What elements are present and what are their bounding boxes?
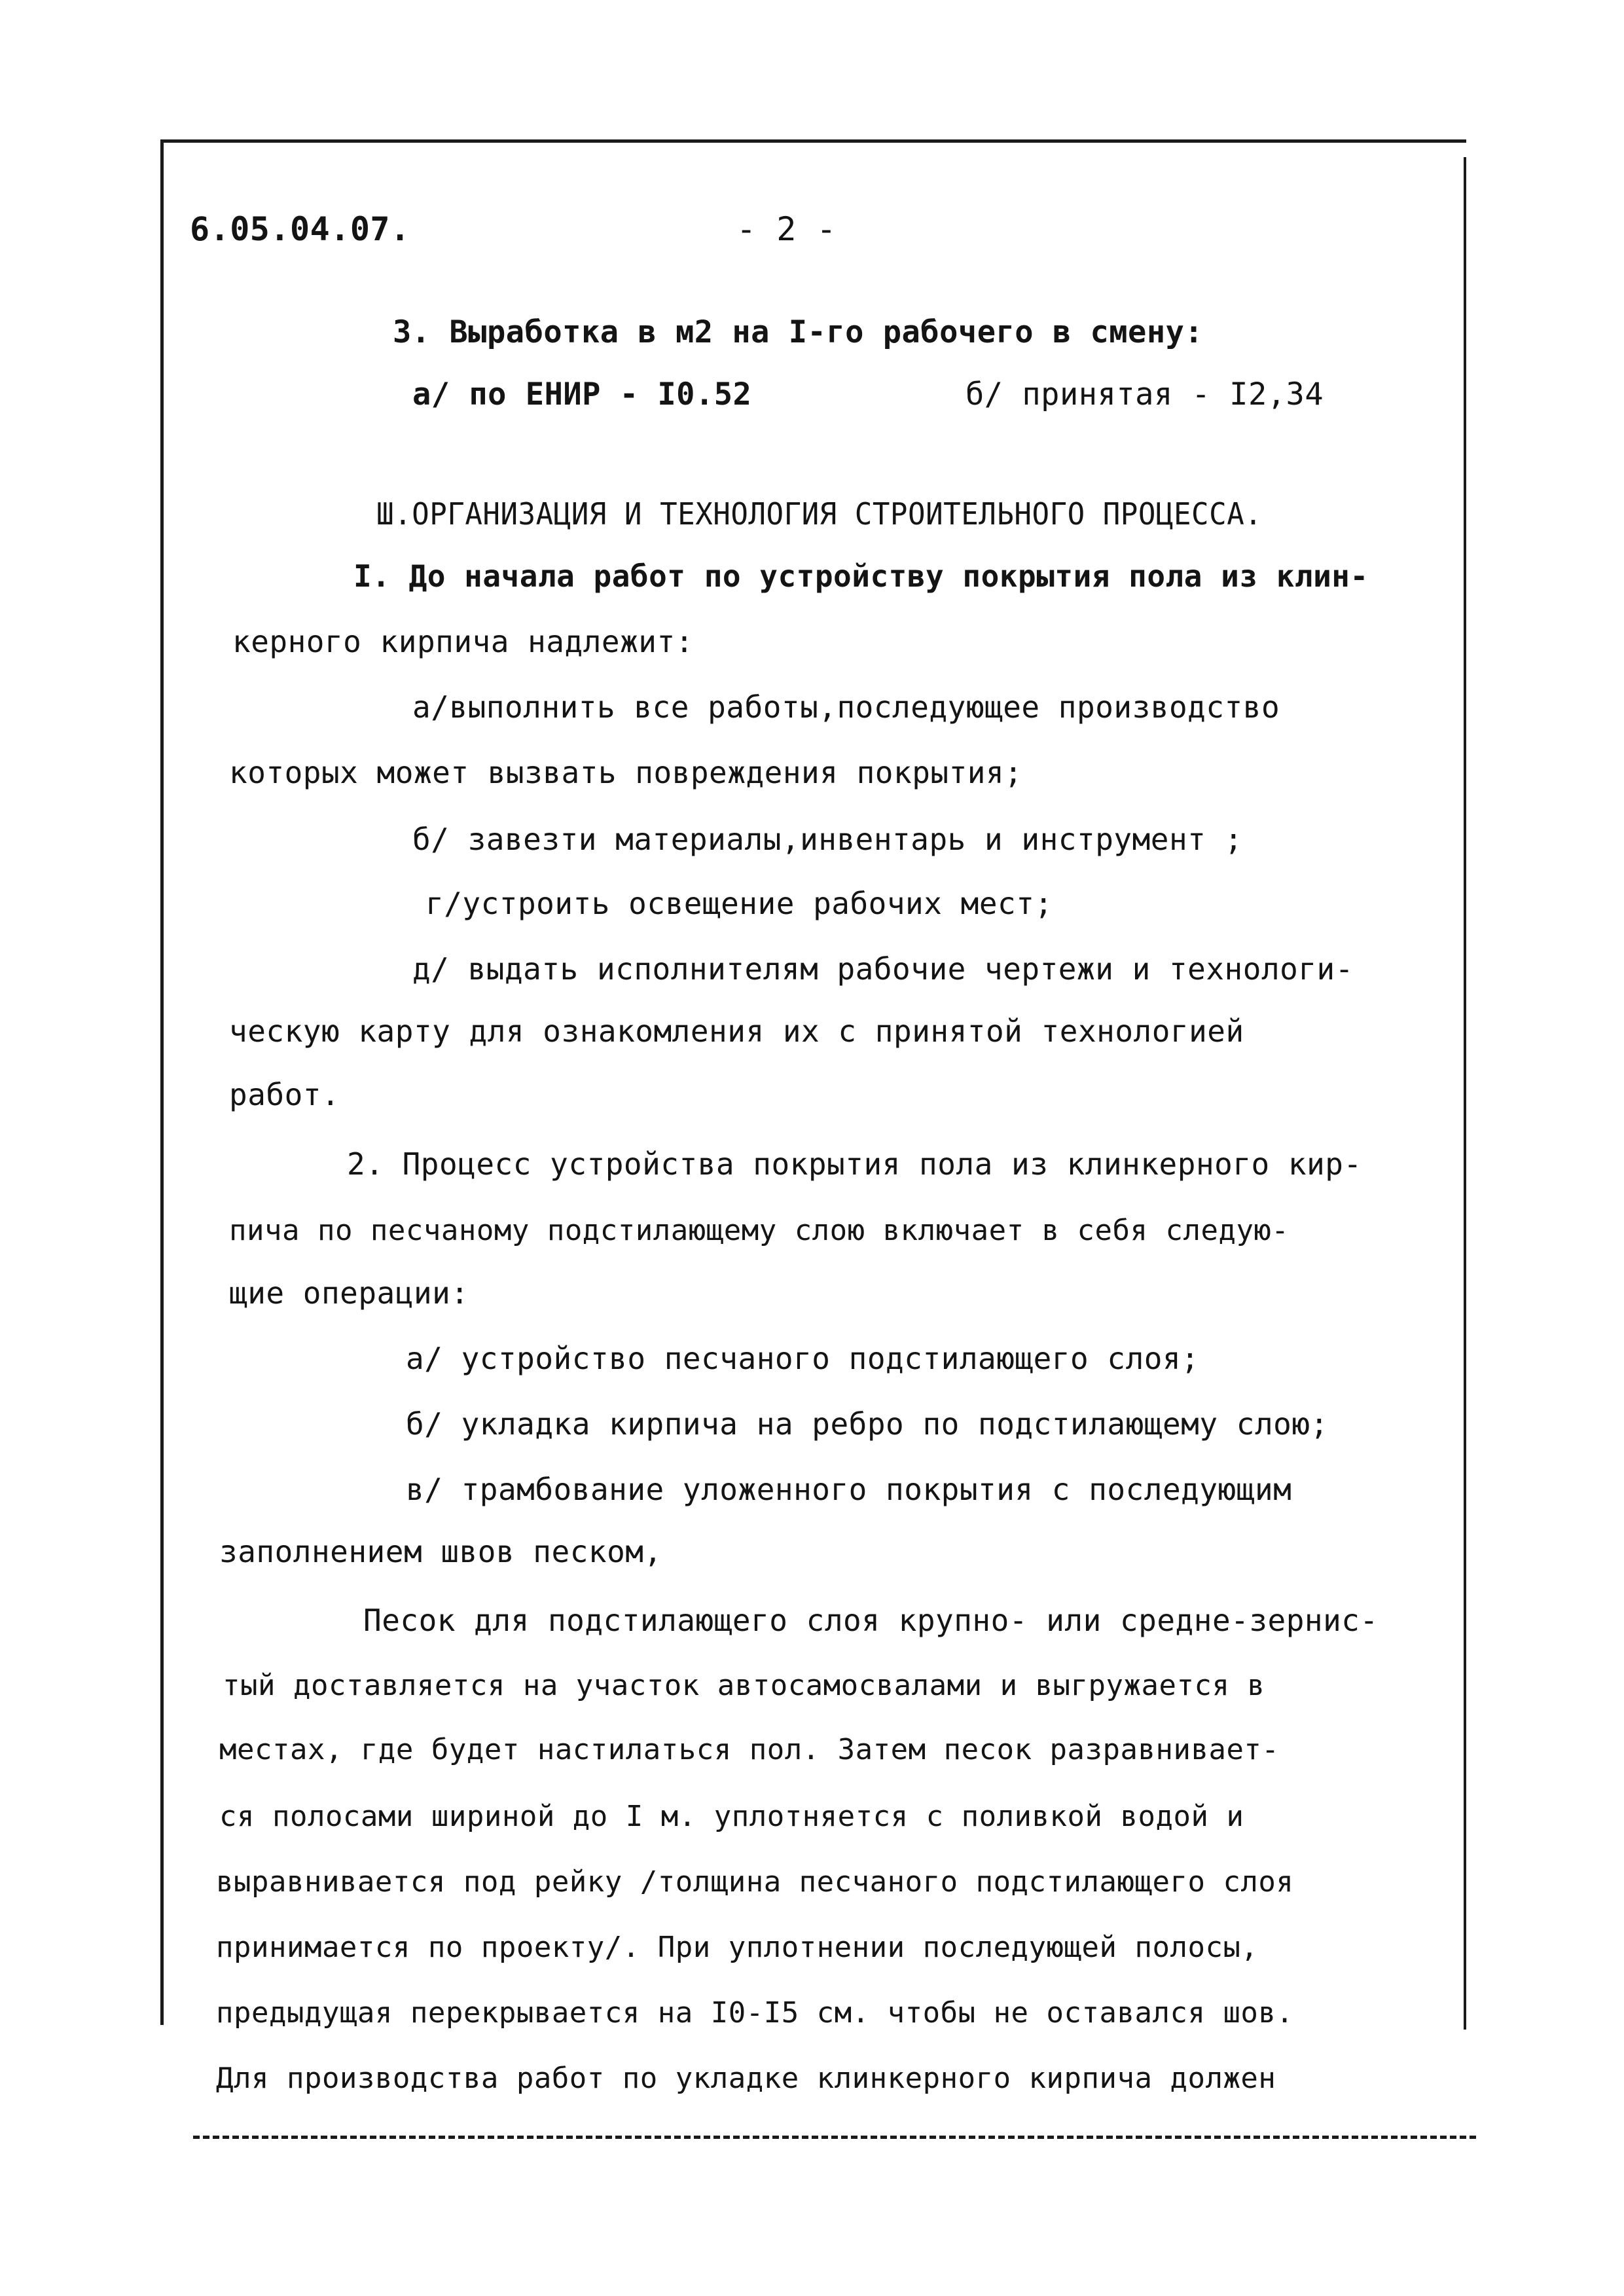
page-frame-top-border xyxy=(160,139,1466,143)
item-a-line-2: которых может вызвать повреждения покрытия; xyxy=(229,755,1023,790)
operation-v-line-1: в/ трамбование уложенного покрытия с последующим xyxy=(406,1472,1292,1507)
paragraph-3-line-2: тый доставляется на участок автосамосвалами и выгружается в xyxy=(223,1669,1265,1702)
paragraph-1-line-2: керного кирпича надлежит: xyxy=(232,624,694,659)
paragraph-2-line-3: щие операции: xyxy=(229,1275,469,1311)
item-d-line-2: ческую карту для ознакомления их с принятой технологией xyxy=(229,1013,1244,1049)
paragraph-3-line-1: Песок для подстилающего слоя крупно- или средне-зернис- xyxy=(363,1603,1379,1638)
paragraph-3-line-3: местах, где будет настилаться пол. Затем песок разравнивает- xyxy=(219,1733,1280,1766)
output-accepted: б/ принятая - I2,34 xyxy=(965,376,1324,412)
paragraph-3-line-6: принимается по проекту/. При уплотнении последующей полосы, xyxy=(216,1931,1259,1964)
paragraph-3-line-8: Для производства работ по укладке клинкерного кирпича должен xyxy=(216,2062,1276,2095)
operation-b: б/ укладка кирпича на ребро по подстилающему слою; xyxy=(406,1406,1329,1442)
page-frame-right-border xyxy=(1464,157,1466,2030)
page-frame-bottom-border xyxy=(193,2136,1476,2139)
page-number: - 2 - xyxy=(736,210,837,248)
paragraph-3-line-5: выравнивается под рейку /толщина песчаного подстилающего слоя xyxy=(216,1865,1294,1899)
document-code: 6.05.04.07. xyxy=(190,210,410,248)
output-heading: 3. Выработка в м2 на I-го рабочего в смену: xyxy=(393,314,1204,350)
item-b: б/ завезти материалы,инвентарь и инструмент ; xyxy=(412,822,1243,857)
output-by-enir: а/ по ЕНИР - I0.52 xyxy=(412,376,752,412)
paragraph-2-line-1: 2. Процесс устройства покрытия пола из клинкерного кир- xyxy=(347,1146,1362,1182)
paragraph-1-line-1: I. До начала работ по устройству покрытия пола из клин- xyxy=(353,558,1369,594)
item-a-line-1: а/выполнить все работы,последующее производство xyxy=(412,689,1280,725)
item-g: г/устроить освещение рабочих мест; xyxy=(425,886,1053,921)
page-frame-left-border xyxy=(160,139,164,2025)
paragraph-2-line-2: пича по песчаному подстилающему слою включает в себя следую- xyxy=(229,1214,1290,1247)
item-d-line-3: работ. xyxy=(229,1077,340,1112)
section-title: Ш.ОРГАНИЗАЦИЯ И ТЕХНОЛОГИЯ СТРОИТЕЛЬНОГО ПРОЦЕССА. xyxy=(376,496,1263,532)
operation-a: а/ устройство песчаного подстилающего слоя; xyxy=(406,1341,1200,1376)
paragraph-3-line-7: предыдущая перекрывается на I0-I5 см. чтобы не оставался шов. xyxy=(216,1996,1294,2030)
paragraph-3-line-4: ся полосами шириной до I м. уплотняется с поливкой водой и xyxy=(219,1800,1244,1833)
operation-v-line-2: заполнением швов песком, xyxy=(219,1534,662,1569)
item-d-line-1: д/ выдать исполнителям рабочие чертежи и технологи- xyxy=(412,951,1354,987)
